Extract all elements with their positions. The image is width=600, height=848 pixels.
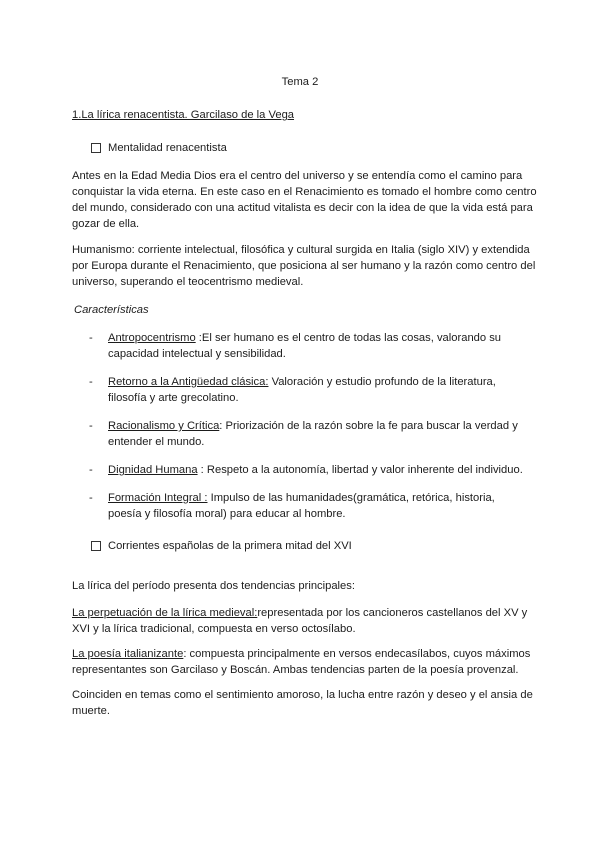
checkbox-icon[interactable] [91,541,101,551]
list-item [89,418,529,450]
checklist-item-label: Corrientes españolas de la primera mitad del XVI [108,540,352,552]
paragraph-lirica-medieval [72,605,537,637]
list-item [89,330,529,362]
checklist-item-mentalidad[interactable] [91,140,227,156]
checklist-item-label: Mentalidad renacentista [108,142,227,154]
paragraph-term: La poesía italianizante [72,648,184,660]
list-item-text [108,418,529,450]
list-item-description: : Respeto a la autonomía, libertad y valor inherente del individuo. [197,464,523,476]
checklist-item-corrientes[interactable] [91,538,352,554]
bullet-dash: - [89,332,93,344]
list-item-text [108,374,529,406]
document-title: Tema 2 [281,76,319,88]
list-item-term: Racionalismo y Crítica [108,420,220,432]
subheading-caracteristicas: Características [74,304,149,316]
list-item [89,490,529,522]
list-item-text [108,490,529,522]
list-item [89,374,529,406]
bullet-dash: - [89,492,93,504]
list-item [89,462,529,478]
bullet-dash: - [89,376,93,388]
bullet-dash: - [89,464,93,476]
paragraph-description: representada por los cancioneros castellanos del XV y XVI y la lírica tradicional, compuesta en verso octosílabo. [72,607,528,635]
paragraph-humanismo: Humanismo: corriente intelectual, filosófica y cultural surgida en Italia (siglo XIV) y extendida por Europa durante el Renacimiento, que posiciona al ser humano y la razón como centro del universo, superando el teocentrismo medieval. [72,244,536,288]
list-item-description: :El ser humano es el centro de todas las cosas, valorando su capacidad intelectual y sensibilidad. [108,332,502,360]
list-item-term: Dignidad Humana [108,464,198,476]
list-item-term: Formación Integral : [108,492,208,504]
paragraph-poesia-italianizante [72,646,537,678]
paragraph-temas: Coinciden en temas como el sentimiento amoroso, la lucha entre razón y deseo y el ansia de muerte. [72,689,533,717]
list-item-description: Impulso de las humanidades(gramática, retórica, historia, poesía y filosofía moral) para educar al hombre. [108,492,495,520]
paragraph-term: La perpetuación de la lírica medieval: [72,607,258,619]
list-item-description: : Priorización de la razón sobre la fe para buscar la verdad y entender el mundo. [108,420,518,448]
checkbox-icon[interactable] [91,143,101,153]
list-item-term: Antropocentrismo [108,332,196,344]
bullet-dash: - [89,420,93,432]
list-item-description: Valoración y estudio profundo de la literatura, filosofía y arte grecolatino. [108,376,496,404]
paragraph-edad-media: Antes en la Edad Media Dios era el centro del universo y se entendía como el camino para conquistar la vida eterna. En este caso en el Renacimiento es tomado el hombre como centro del mundo, considerado con una actitud vitalista es decir con la idea de que la vida está para gozar de ella. [72,170,537,230]
section-heading: 1.La lírica renacentista. Garcilaso de la Vega [72,109,295,121]
paragraph-description: : compuesta principalmente en versos endecasílabos, cuyos máximos representantes son Garcilaso y Boscán. Ambas tendencias parten de la poesía provenzal. [72,648,531,676]
list-item-text [108,330,529,362]
list-item-text [108,462,529,478]
list-item-term: Retorno a la Antigüedad clásica: [108,376,269,388]
paragraph-tendencias: La lírica del período presenta dos tendencias principales: [72,580,355,592]
